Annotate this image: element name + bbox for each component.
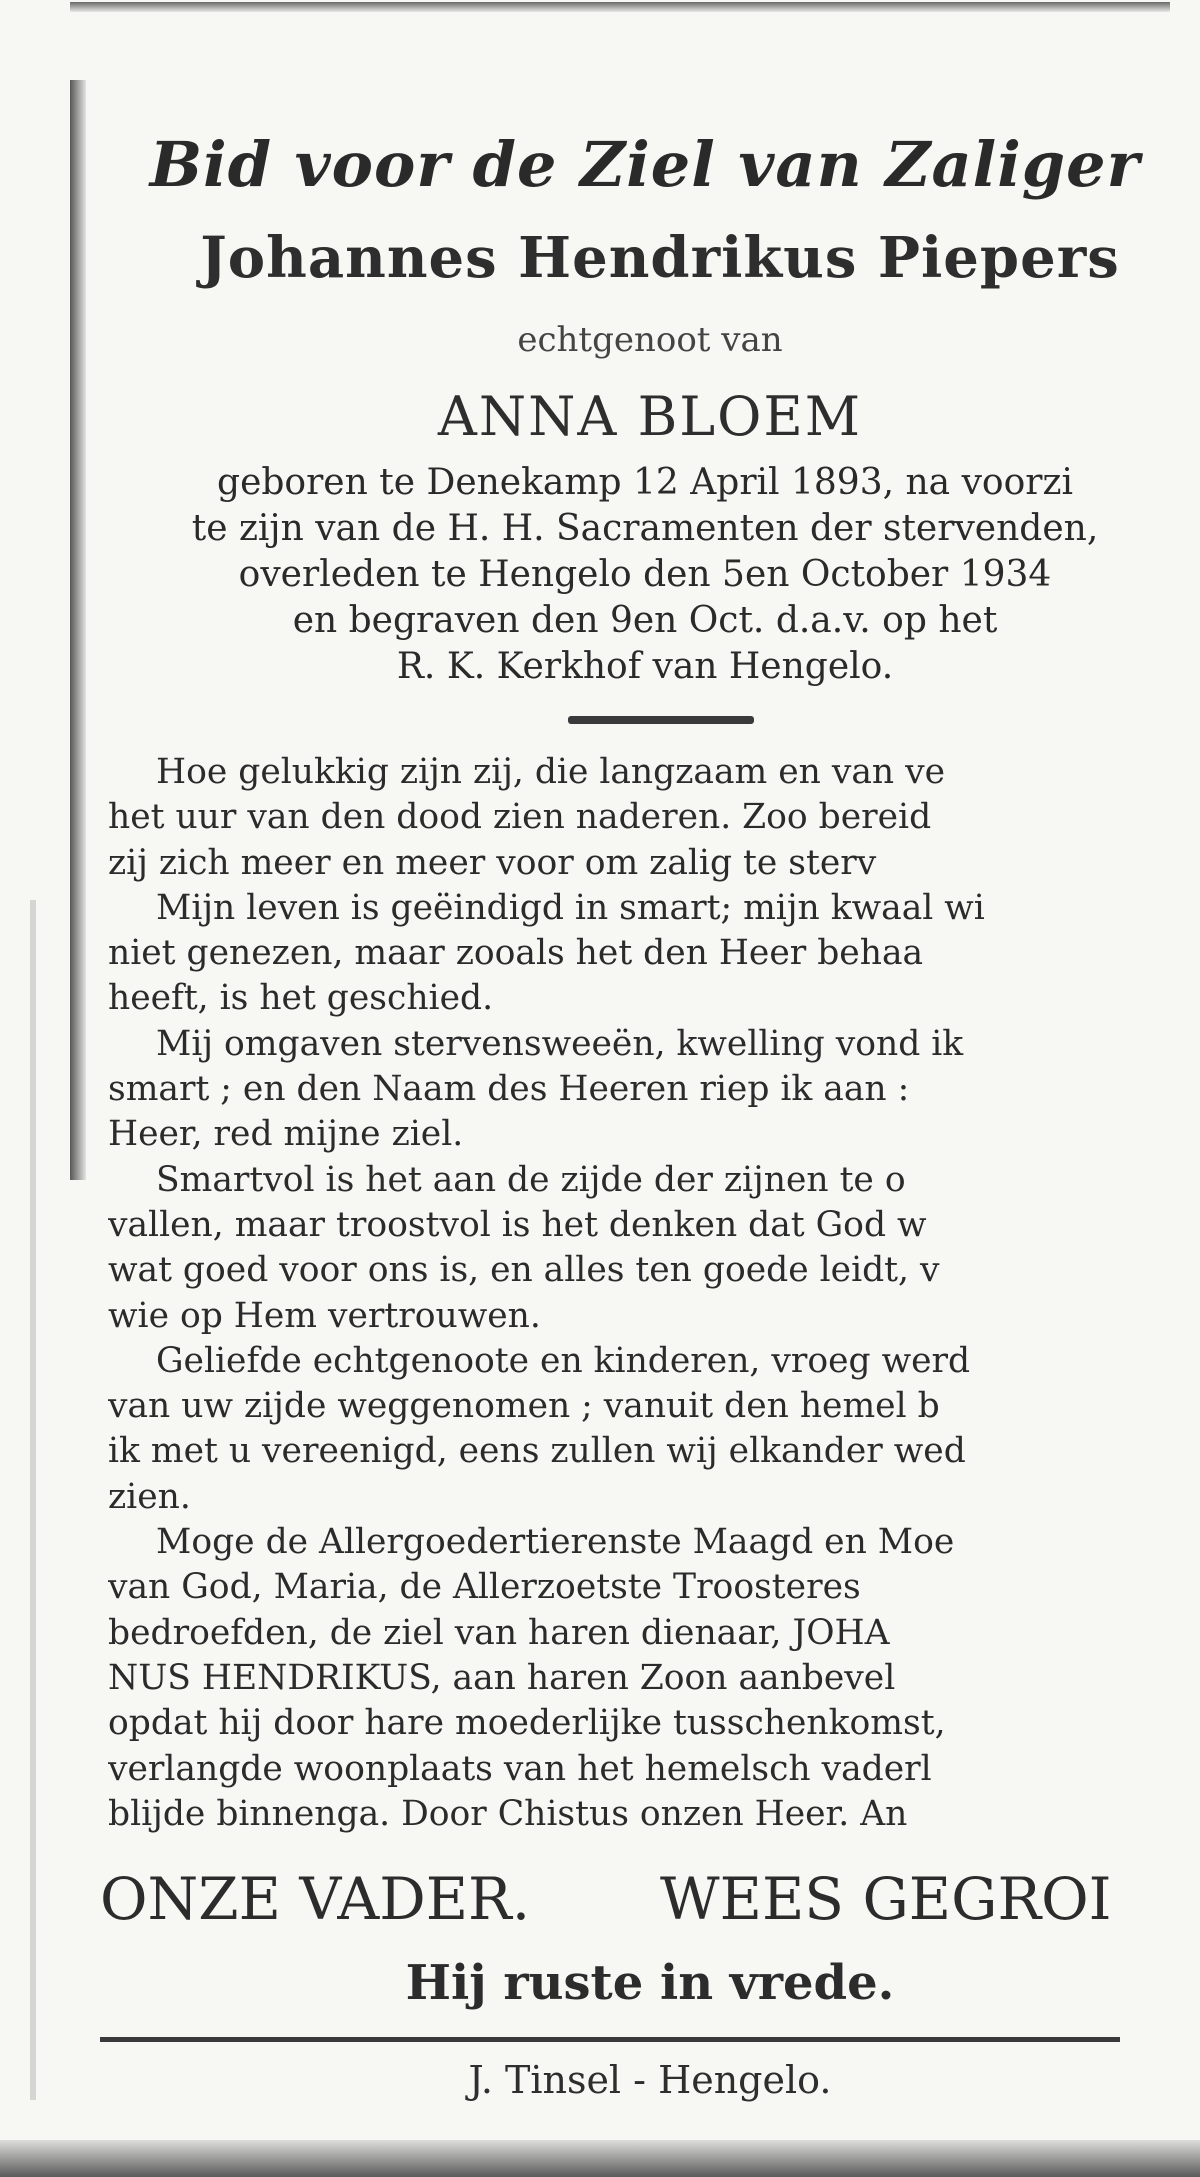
- prose-line: van uw zijde weggenomen ; vanuit den hemel b: [108, 1386, 940, 1427]
- ornamental-divider: [568, 716, 754, 724]
- prayer-titles: [100, 1865, 1130, 1935]
- prose-line: niet genezen, maar zooals het den Heer behaa: [108, 933, 924, 974]
- scan-edge-top: [70, 2, 1170, 12]
- prose-line: heeft, is het geschied.: [108, 978, 494, 1019]
- prose-line: van God, Maria, de Allerzoetste Troosteres: [108, 1567, 861, 1608]
- bio-line: te zijn van de H. H. Sacramenten der stervenden,: [191, 508, 1099, 549]
- rest-in-peace: Hij ruste in vrede.: [405, 1955, 895, 2011]
- deceased-name: Johannes Hendrikus Piepers: [200, 225, 1120, 291]
- prose-line: Mij omgaven stervensweeën, kwelling vond ik: [156, 1023, 964, 1064]
- footer-divider: [100, 2037, 1120, 2042]
- prose-text: [108, 750, 1148, 1837]
- scan-fold-mark: [30, 900, 36, 2100]
- prose-line: Heer, red mijne ziel.: [108, 1114, 464, 1155]
- biography: [100, 460, 1190, 690]
- bio-line: overleden te Hengelo den 5en October 1934: [238, 554, 1052, 595]
- prayer-our-father: ONZE VADER.: [100, 1865, 531, 1933]
- bio-line: R. K. Kerkhof van Hengelo.: [396, 646, 894, 687]
- prose-line: Mijn leven is geëindigd in smart; mijn kwaal wi: [156, 887, 985, 928]
- bio-line: geboren te Denekamp 12 April 1893, na voorzi: [217, 462, 1073, 503]
- printer-credit: J. Tinsel - Hengelo.: [468, 2058, 832, 2102]
- prose-line: Moge de Allergoedertierenste Maagd en Moe: [156, 1522, 955, 1563]
- prose-line: blijde binnenga. Door Chistus onzen Heer. An: [108, 1793, 908, 1834]
- prose-line: Hoe gelukkig zijn zij, die langzaam en van ve: [156, 752, 945, 792]
- prose-line: NUS HENDRIKUS, aan haren Zoon aanbevel: [108, 1657, 896, 1698]
- prose-line: verlangde woonplaats van het hemelsch vaderl: [108, 1748, 932, 1789]
- prayer-headline: Bid voor de Ziel van Zaliger: [149, 128, 1141, 201]
- scan-edge-left: [70, 80, 86, 1180]
- prose-line: het uur van den dood zien naderen. Zoo bereid: [108, 797, 932, 838]
- spouse-label: echtgenoot van: [517, 320, 783, 360]
- prayer-hail-mary: WEES GEGROI: [660, 1865, 1112, 1933]
- prose-line: vallen, maar troostvol is het denken dat God w: [108, 1204, 927, 1245]
- prose-line: Smartvol is het aan de zijde der zijnen te o: [156, 1159, 906, 1200]
- prose-line: zij zich meer en meer voor om zalig te sterv: [108, 842, 877, 883]
- scan-edge-bottom: [0, 2140, 1200, 2177]
- prose-line: zien.: [108, 1476, 191, 1517]
- prose-line: Geliefde echtgenoote en kinderen, vroeg werd: [156, 1340, 971, 1381]
- prose-line: wie op Hem vertrouwen.: [108, 1295, 541, 1336]
- prose-line: ik met u vereenigd, eens zullen wij elkander wed: [108, 1431, 966, 1472]
- prose-line: bedroefden, de ziel van haren dienaar, JOHA: [108, 1612, 890, 1653]
- spouse-name: ANNA BLOEM: [437, 385, 863, 448]
- prose-line: smart ; en den Naam des Heeren riep ik aan :: [108, 1069, 910, 1110]
- prose-line: opdat hij door hare moederlijke tusschenkomst,: [108, 1703, 946, 1744]
- bio-line: en begraven den 9en Oct. d.a.v. op het: [292, 600, 998, 641]
- prose-line: wat goed voor ons is, en alles ten goede leidt, v: [108, 1250, 940, 1291]
